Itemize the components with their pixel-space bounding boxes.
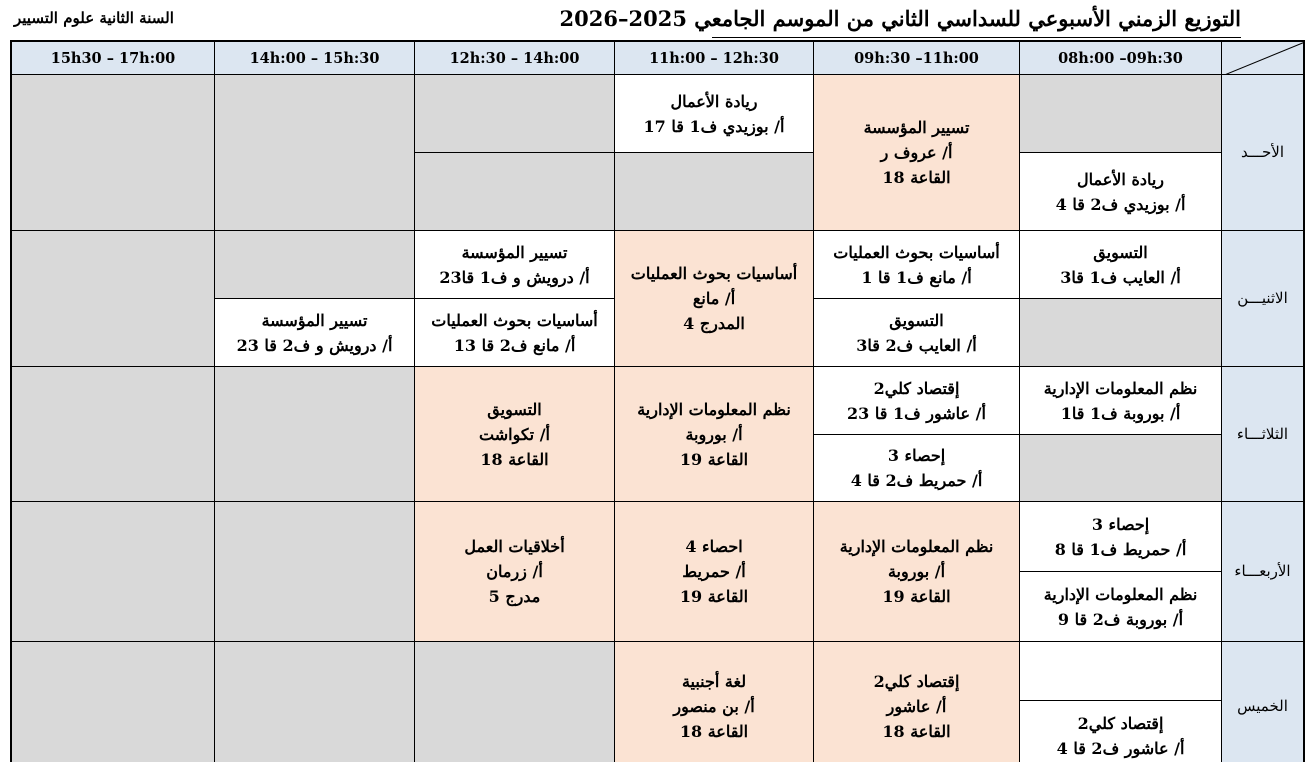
session-cell — [813, 501, 1020, 642]
course-details: أ/ درويش و ف2 قا 23 — [236, 335, 393, 355]
course-room: القاعة 18 — [882, 721, 951, 741]
session-cell — [813, 74, 1020, 231]
session-cell — [1019, 152, 1222, 231]
course-name: لغة أجنبية — [681, 671, 747, 691]
course-name: احصاء 4 — [685, 537, 743, 556]
empty-slot — [1019, 641, 1222, 701]
session-cell — [414, 230, 615, 299]
course-details: أ/ حمريط ف2 قا 4 — [850, 471, 983, 490]
session-cell — [414, 366, 615, 502]
course-teacher: أ/ تكواشت — [479, 424, 550, 444]
course-teacher: أ/ زرمان — [486, 562, 543, 581]
empty-slot — [11, 366, 215, 502]
course-name: أساسيات بحوث العمليات — [833, 242, 1000, 262]
course-name: التسويق — [889, 310, 944, 330]
empty-slot — [1019, 74, 1222, 153]
empty-slot — [1019, 298, 1222, 367]
course-name: أساسيات بحوث العمليات — [431, 310, 598, 330]
empty-slot — [614, 152, 814, 231]
page-title: التوزيع الزمني الأسبوعي للسداسي الثاني من الموسم الجامعي 2025–2026 — [559, 6, 1241, 31]
day-label: الثلاثـــاء — [1221, 366, 1304, 502]
time-slot-header: 14h:00 – 15h:30 — [214, 41, 415, 75]
course-details: أ/ مانع ف1 قا 1 — [861, 267, 972, 287]
session-cell — [614, 366, 814, 502]
empty-slot — [414, 152, 615, 231]
course-teacher: أ/ بن منصور — [673, 696, 755, 716]
time-slot-header: 08h:00 –09h:30 — [1019, 41, 1222, 75]
session-cell — [614, 74, 814, 153]
session-cell — [1019, 366, 1222, 435]
empty-slot — [214, 501, 415, 642]
course-teacher: أ/ بوروبة — [685, 424, 743, 444]
course-details: أ/ بوزيدي ف1 قا 17 — [643, 116, 785, 136]
empty-slot — [214, 366, 415, 502]
session-cell — [813, 366, 1020, 435]
empty-slot — [414, 74, 615, 153]
course-room: القاعة 18 — [480, 449, 549, 469]
course-name: إحصاء 3 — [1091, 514, 1150, 534]
course-details: أ/ بوروبة ف1 قا1 — [1060, 403, 1181, 423]
session-cell — [813, 298, 1020, 367]
course-name: إقتصاد كلي2 — [1077, 713, 1164, 733]
course-name: نظم المعلومات الإدارية — [1043, 584, 1198, 604]
course-room: القاعة 18 — [679, 721, 749, 741]
empty-slot — [11, 641, 215, 762]
session-cell — [414, 501, 615, 642]
course-details: أ/ درويش و ف1 قا23 — [439, 267, 590, 287]
course-name: أساسيات بحوث العمليات — [630, 264, 798, 283]
empty-slot — [11, 230, 215, 367]
course-details: أ/ عاشور ف2 قا 4 — [1056, 738, 1185, 758]
day-label: الخميس — [1221, 641, 1304, 762]
session-cell — [614, 501, 814, 642]
course-name: نظم المعلومات الإدارية — [839, 537, 994, 556]
empty-slot — [414, 641, 615, 762]
course-name: تسيير المؤسسة — [461, 242, 568, 262]
course-teacher: أ/ مانع — [692, 289, 736, 308]
session-cell — [813, 230, 1020, 299]
course-name: ريادة الأعمال — [670, 91, 758, 111]
day-label: الأربعـــاء — [1221, 501, 1304, 642]
course-details: أ/ عاشور ف1 قا 23 — [847, 403, 986, 423]
session-cell — [214, 298, 415, 367]
course-teacher: أ/ عاشور — [886, 696, 947, 716]
course-room: القاعة 19 — [882, 587, 951, 606]
empty-slot — [11, 74, 215, 231]
course-name: إقتصاد كلي2 — [873, 378, 960, 398]
empty-slot — [1019, 434, 1222, 502]
diagonal-divider — [1222, 42, 1304, 75]
course-room: المدرج 4 — [683, 314, 745, 333]
course-name: نظم المعلومات الإدارية — [1043, 378, 1198, 398]
day-label: الاثنيـــن — [1221, 230, 1304, 367]
course-room: مدرج 5 — [488, 587, 541, 606]
course-name: تسيير المؤسسة — [863, 118, 970, 137]
session-cell — [813, 434, 1020, 502]
session-cell — [414, 298, 615, 367]
empty-slot — [214, 74, 415, 231]
session-cell — [1019, 700, 1222, 762]
course-teacher: أ/ عروف ر — [880, 143, 953, 162]
session-cell — [1019, 571, 1222, 642]
session-cell — [813, 641, 1020, 762]
course-name: إقتصاد كلي2 — [873, 671, 960, 691]
course-name: ريادة الأعمال — [1077, 169, 1164, 189]
course-room: القاعة 19 — [679, 449, 749, 469]
course-details: أ/ العايب ف1 قا3 — [1060, 267, 1181, 287]
time-slot-header: 15h30 – 17h:00 — [11, 41, 215, 75]
course-teacher: أ/ بوروبة — [887, 562, 946, 581]
course-room: القاعة 19 — [679, 587, 749, 606]
session-cell — [614, 230, 814, 367]
course-name: أخلاقيات العمل — [464, 537, 565, 556]
empty-slot — [214, 641, 415, 762]
corner-cell — [1221, 41, 1304, 75]
session-cell — [1019, 230, 1222, 299]
course-details: أ/ حمريط ف1 قا 8 — [1054, 539, 1187, 559]
day-label: الأحـــد — [1221, 74, 1304, 231]
course-details: أ/ بوروبة ف2 قا 9 — [1057, 609, 1184, 629]
course-name: تسيير المؤسسة — [261, 310, 368, 330]
course-details: أ/ مانع ف2 قا 13 — [453, 335, 576, 355]
time-slot-header: 09h:30 –11h:00 — [813, 41, 1020, 75]
course-details: أ/ بوزيدي ف2 قا 4 — [1055, 194, 1186, 214]
course-name: التسويق — [487, 399, 542, 419]
course-teacher: أ/ حمريط — [682, 562, 746, 581]
title-underline — [712, 37, 1241, 38]
session-cell — [614, 641, 814, 762]
program-subtitle: السنة الثانية علوم التسيير — [14, 9, 174, 27]
course-name: نظم المعلومات الإدارية — [637, 399, 791, 419]
course-name: إحصاء 3 — [887, 446, 946, 465]
course-room: القاعة 18 — [882, 168, 951, 187]
timetable — [10, 40, 1305, 762]
empty-slot — [214, 230, 415, 299]
course-details: أ/ العايب ف2 قا3 — [856, 335, 977, 355]
course-name: التسويق — [1093, 242, 1148, 262]
session-cell — [1019, 501, 1222, 572]
empty-slot — [11, 501, 215, 642]
time-slot-header: 11h:00 – 12h:30 — [614, 41, 814, 75]
time-slot-header: 12h:30 – 14h:00 — [414, 41, 615, 75]
